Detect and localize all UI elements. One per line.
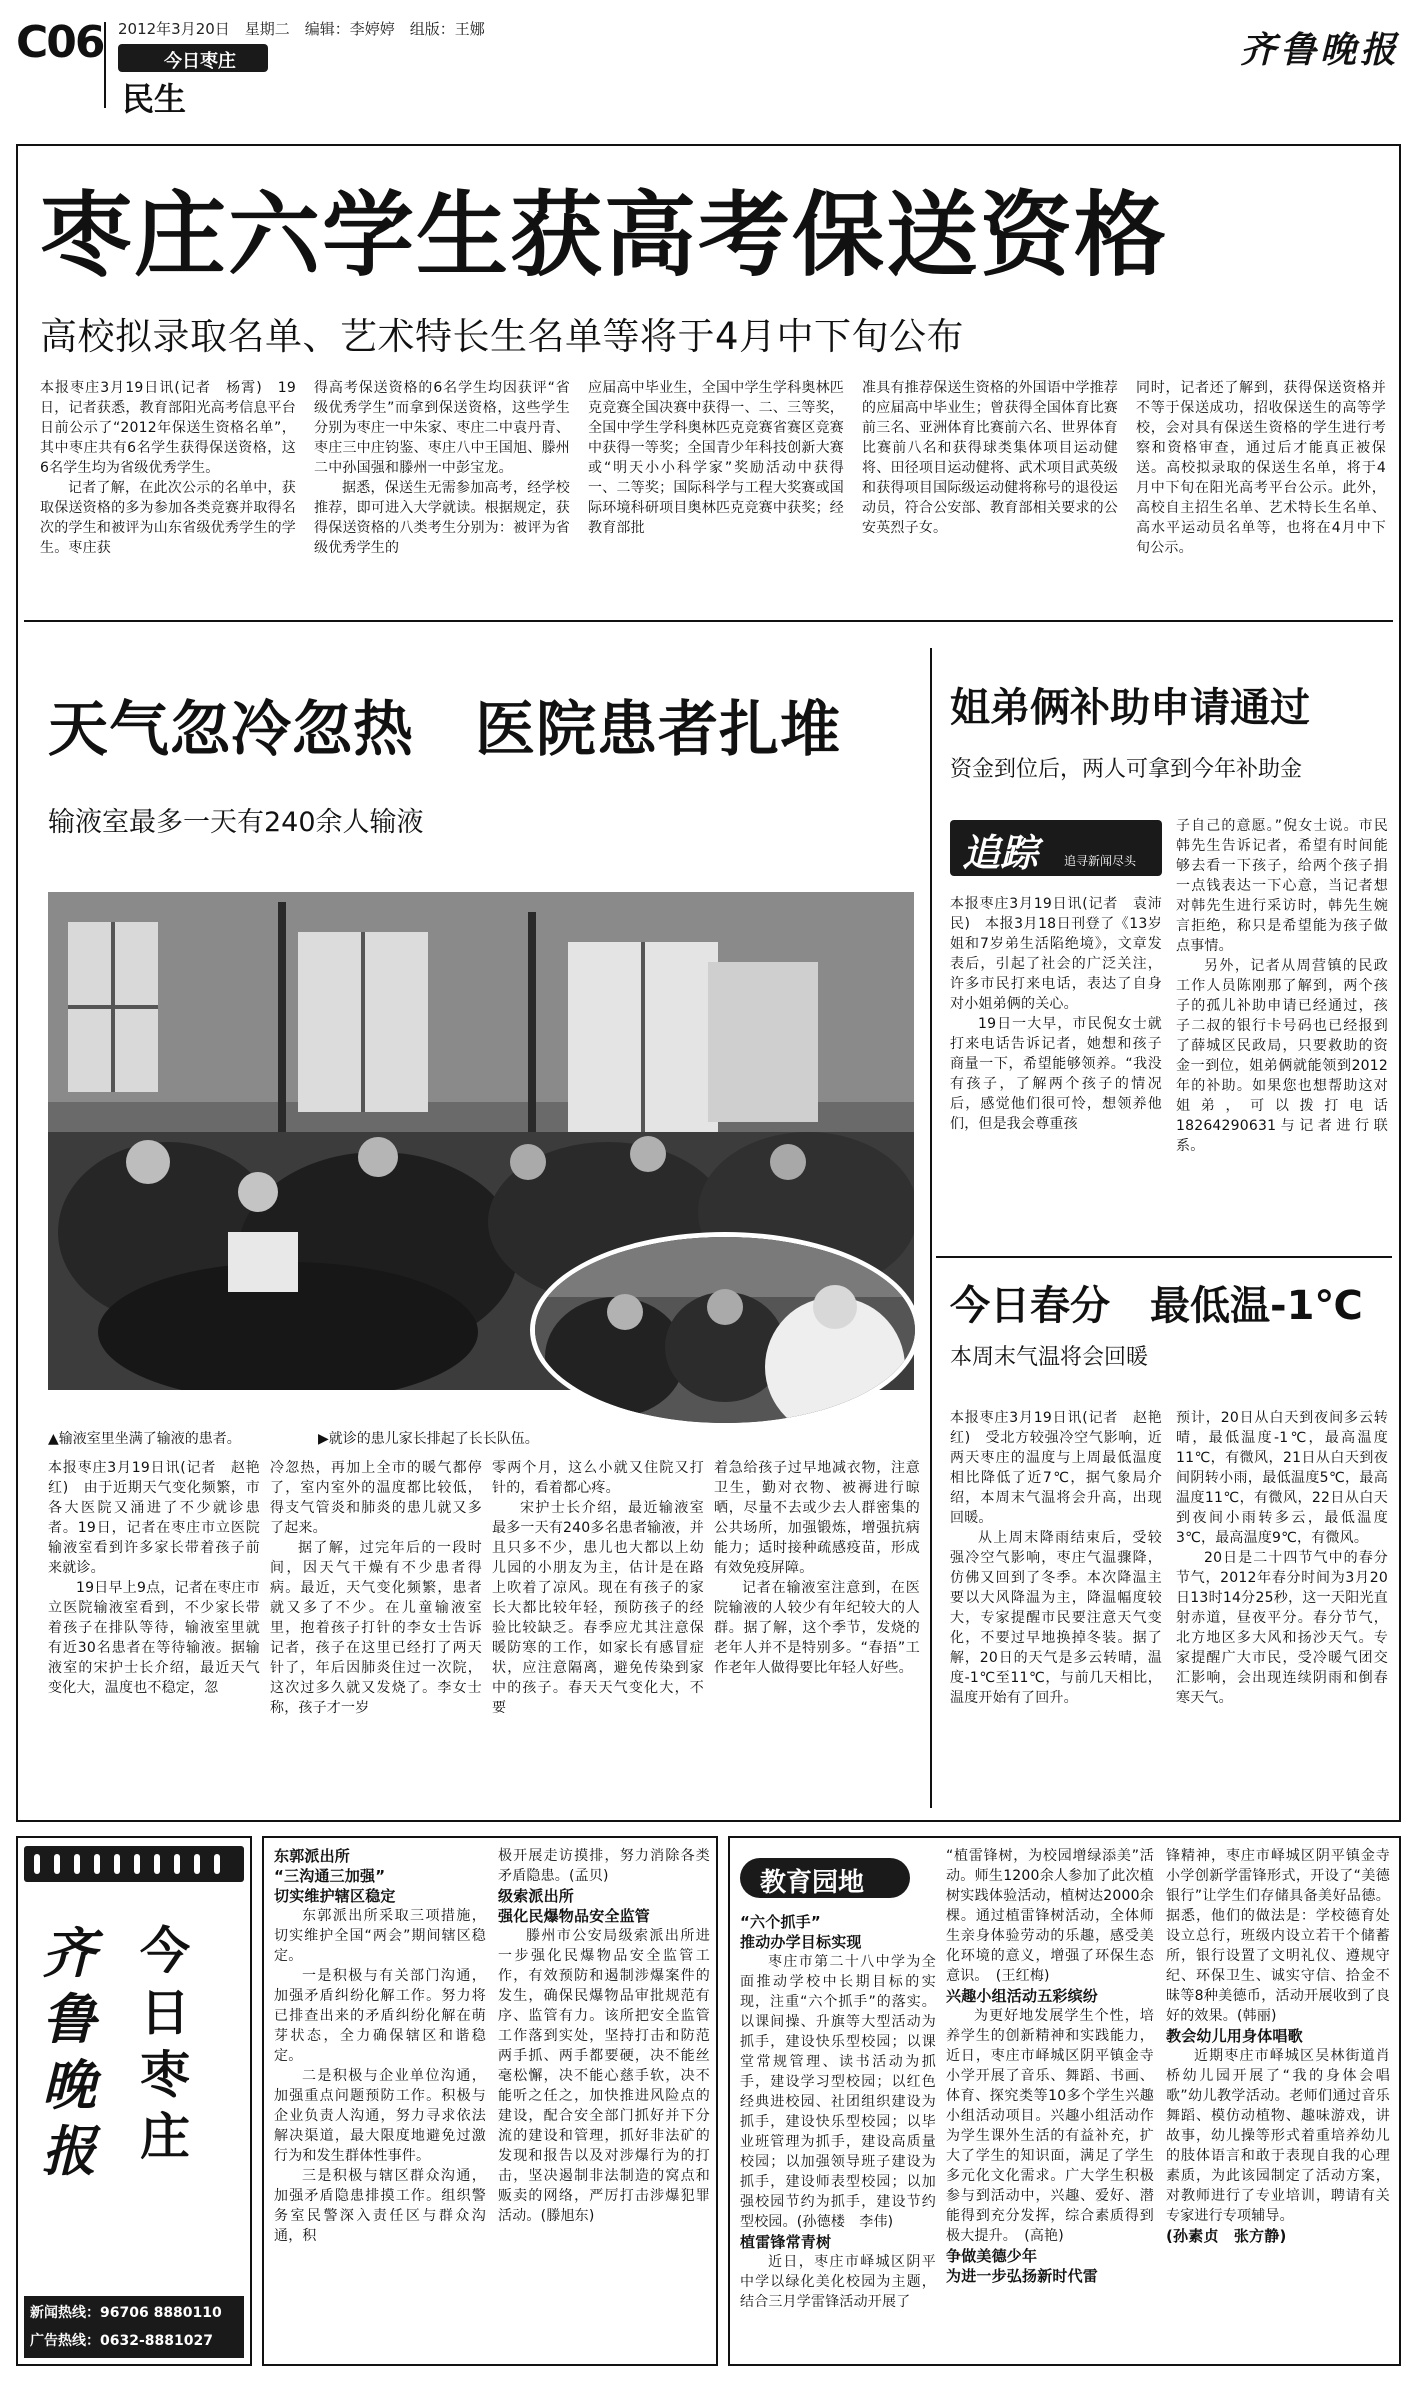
paragraph: 为进一步弘扬新时代雷 (946, 2267, 1099, 2285)
brand-logo: 齐鲁晚报 (1240, 29, 1401, 71)
paragraph: 零两个月，这么小就又住院又打针的，看着都心疼。 (492, 1460, 704, 1496)
spring-divider (936, 1256, 1392, 1258)
article-text (498, 1846, 710, 2226)
spring-title: 今日春分 最低温-1℃ (950, 1283, 1363, 1329)
lead-subtitle: 高校拟录取名单、艺术特长生名单等将于4月中下旬公布 (40, 315, 965, 358)
hospital-col-1 (48, 1458, 260, 1798)
paragraph: 兴趣小组活动五彩缤纷 (946, 1987, 1099, 2005)
paragraph: 据了解，过完年后的一段时间，因天气干燥有不少患者得病。最近，天气变化频繁，患者就又多了不少。在儿童输液室里，抱着孩子打针的李女士告诉记者，孩子在这里已经打了两天针了，年后因肺炎住过一次院，这次过多久就又发烧了。李女士称，孩子才一岁 (270, 1540, 482, 1716)
lead-col-3 (588, 378, 844, 596)
paragraph: (孙素贞 张方静) (1166, 2227, 1287, 2245)
article-text (1176, 816, 1388, 1156)
paragraph: 得高考保送资格的6名学生均因获评“省级优秀学生”而拿到保送资格，这些学生分别为枣庄一中朱家、枣庄二中袁丹青、枣庄三中庄钧鉴、枣庄八中王国旭、滕州二中孙国强和滕州一中彭宝龙。 (314, 380, 570, 476)
photo-caption-inset: ▶就诊的患儿家长排起了长长队伍。 (318, 1431, 539, 1447)
paragraph: 本报枣庄3月19日讯(记者 赵艳红) 受北方较强冷空气影响，近两天枣庄的温度与上周最低温度相比降低了近7℃，据气象局介绍，本周末气温将会升高，出现回暖。 (950, 1410, 1162, 1526)
photo-caption-main: ▲输液室里坐满了输液的患者。 (48, 1431, 241, 1447)
paragraph: 东郭派出所采取三项措施，切实维护全国“两会”期间辖区稳定。 (274, 1908, 486, 1964)
article-text (946, 1846, 1154, 2286)
paragraph: 滕州市公安局级索派出所进一步强化民爆物品安全监管工作，有效预防和遏制涉爆案件的发生，确保民爆物品审批规范有序、监管有力。该所把安全监管工作落到实处，坚持打击和防范两手抓、两手都要硬，决不能丝毫松懈，决不能心慈手软，决不能听之任之，加快推进风险点的建设，配合安全部门抓好并下分流的建设和管理，抓好非法矿的发现和报告以及对涉爆行为的打击，坚决遏制非法制造的窝点和贩卖的网络，严厉打击涉爆犯罪活动。(滕旭东) (498, 1928, 710, 2224)
paragraph: 据悉，保送生无需参加高考，经学校推荐，即可进入大学就读。根据规定，获得保送资格的八类考生分别为：被评为省级优秀学生的 (314, 480, 570, 556)
paragraph: 三是积极与辖区群众沟通，加强矛盾隐患排摸工作。组织警务室民警深入责任区与群众沟通，积 (274, 2168, 486, 2244)
header-divider (104, 22, 106, 108)
hospital-subtitle: 输液室最多一天有240余人输液 (48, 807, 424, 838)
lead-col-5 (1136, 378, 1386, 596)
hospital-title: 天气忽冷忽热 医院患者扎堆 (48, 695, 841, 765)
article-text (1166, 1846, 1390, 2246)
paragraph: 推动办学目标实现 (740, 1933, 862, 1951)
paragraph: “植雷锋树，为校园增绿添美”活动。师生1200余人参加了此次植树实践体验活动，植树达2000余棵。通过植雷锋树活动，全体师生亲身体验劳动的乐趣，感受美化环境的意义，增强了环保生态意识。 (王红梅) (946, 1848, 1154, 1984)
article-text (492, 1458, 704, 1718)
paragraph: 本报枣庄3月19日讯(记者 赵艳红) 由于近期天气变化频繁，市各大医院又涌进了不少就诊患者。19日，记者在枣庄市立医院输液室看到许多家长带着孩子前来就诊。 (48, 1460, 260, 1576)
article-text (714, 1458, 920, 1678)
paragraph: 从上周末降雨结束后，受较强冷空气影响，枣庄气温骤降，仿佛又回到了冬季。本次降温主要以大风降温为主，降温幅度较大，专家提醒市民要注意天气变化，不要过早地换掉冬装。据了解，20日的天气是多云转晴，温度-1℃至11℃，与前几天相比，温度开始有了回升。 (950, 1530, 1162, 1706)
police-col-1 (274, 1846, 486, 2356)
clinic-queue-illustration (535, 1237, 915, 1423)
police-col-2 (498, 1846, 710, 2356)
followup-logo-sub: 追寻新闻尽头 (1064, 854, 1137, 868)
article-text (588, 378, 844, 538)
paragraph: 为更好地发展学生个性，培养学生的创新精神和实践能力，近日，枣庄市峄城区阴平镇金寺小学开展了音乐、舞蹈、书画、体育、探究类等10多个学生兴趣小组活动项目。兴趣小组活动作为学生课外生活的有益补充，扩大了学生的知识面，满足了学生多元化文化需求。广大学生积极参与到活动中，兴趣、爱好、潜能得到充分发挥，综合素质得到极大提升。 (高艳) (946, 2008, 1154, 2244)
paragraph: 冷忽热，再加上全市的暖气都停了，室内室外的温度都比较低，得支气管炎和肺炎的患儿就又多了起来。 (270, 1460, 482, 1536)
paragraph: 一是积极与有关部门沟通，加强矛盾纠纷化解工作。努力将已排查出来的矛盾纠纷化解在萌芽状态，全力确保辖区和谐稳定。 (274, 1968, 486, 2064)
sidebar-edition: 今日枣庄 (140, 1922, 190, 2166)
paragraph: “六个抓手” (740, 1913, 821, 1931)
paragraph: 争做美德少年 (946, 2247, 1038, 2265)
film-strip-icon (24, 1846, 244, 1882)
paragraph: 近期枣庄市峄城区吴林街道肖桥幼儿园开展了“我的身体会唱歌”幼儿教学活动。老师们通过音乐舞蹈、模仿动植物、趣味游戏，讲故事，幼儿操等形式着重培养幼儿的肢体语言和敢于表现自我的心理素质，为此该园制定了活动方案，对教师进行了专业培训，聘请有关专家进行专项辅导。 (1166, 2048, 1390, 2224)
paragraph: 二是积极与企业单位沟通，加强重点问题预防工作。积极与企业负责人沟通，努力寻求依法解决渠道，最大限度地避免过激行为和发生群体性事件。 (274, 2068, 486, 2164)
article-text (270, 1458, 482, 1718)
paragraph: 19日早上9点，记者在枣庄市立医院输液室看到，不少家长带着孩子在排队等待，输液室里就有近30名患者在等待输液。据输液室的宋护士长介绍，最近天气变化大，温度也不稳定，忽 (48, 1580, 260, 1696)
sidebar-hotline: 新闻热线：96706 8880110 (30, 2305, 222, 2321)
page-number: C06 (16, 17, 104, 68)
siblings-col-1 (950, 894, 1162, 1254)
paragraph: 教会幼儿用身体唱歌 (1166, 2027, 1303, 2045)
paragraph: 20日是二十四节气中的春分节气，2012年春分时间为3月20日13时14分25秒，这一天阳光直射赤道，昼夜平分。春分节气，北方地区多大风和扬沙天气。专家提醒广大市民，受冷暖气团交汇影响，会出现连续阴雨和倒春寒天气。 (1176, 1550, 1388, 1706)
paragraph: 级索派出所 (498, 1887, 575, 1905)
film-strip (24, 1846, 244, 1882)
education-col-1 (740, 1912, 936, 2358)
lead-divider (24, 620, 1393, 622)
paragraph: 宋护士长介绍，最近输液室最多一天有240多名患者输液，并且只多不少，患儿也大都以上幼儿园的小朋友为主，估计是在路上吹着了凉风。现在有孩子的家长大都比较年轻，预防孩子的经验比较缺乏。春季应尤其注意保暖防寒的工作，如家长有感冒症状，应注意隔离，避免传染到家中的孩子。春天天气变化大，不要 (492, 1500, 704, 1716)
spring-col-2 (1176, 1408, 1388, 1808)
paragraph: 记者在输液室注意到，在医院输液的人较少有年纪较大的人群。据了解，这个季节，发烧的老年人并不是特别多。“春捂”工作老年人做得要比年轻人好些。 (714, 1580, 920, 1676)
article-text (48, 1458, 260, 1698)
section-name: 民生 (122, 80, 187, 118)
siblings-subtitle: 资金到位后，两人可拿到今年补助金 (950, 757, 1303, 782)
lead-col-1 (40, 378, 296, 596)
paragraph: 近日，枣庄市峄城区阴平中学以绿化美化校园为主题，结合三月学雷锋活动开展了 (740, 2254, 936, 2310)
paragraph: 枣庄市第二十八中学为全面推动学校中长期目标的实现，注重“六个抓手”的落实。以课间操、升旗等大型活动为抓手，建设快乐型校园；以课堂常规管理、读书活动为抓手，建设学习型校园；以红色经典进校园、社团组织建设为抓手，建设快乐型校园；以毕业班管理为抓手，建设高质量校园；以加强领导班子建设为抓手，建设师表型校园；以加强校园节约为抓手，建设节约型校园。(孙德楼 李伟) (740, 1954, 936, 2230)
paragraph: 准具有推荐保送生资格的外国语中学推荐的应届高中毕业生；曾获得全国体育比赛前三名、亚洲体育比赛前六名、世界体育比赛前八名和获得球类集体项目运动健将、田径项目运动健将、武术项目武英级和获得项目国际级运动健将称号的退役运动员，符合公安部、教育部相关要求的公安英烈子女。 (862, 380, 1118, 536)
paragraph: 19日一大早，市民倪女士就打来电话告诉记者，她想和孩子商量一下，希望能够领养。“我没有孩子，了解两个孩子的情况后，感觉他们很可怜，想领养他们，但是我会尊重孩 (950, 1016, 1162, 1132)
right-column-divider (930, 648, 932, 1808)
hospital-col-4 (714, 1458, 920, 1798)
article-text (740, 1912, 936, 2312)
paragraph: 锋精神，枣庄市峄城区阴平镇金寺小学创新学雷锋形式，开设了“美德银行”让学生们存储具备美好品德。据悉，他们的做法是：学校德育处设立总行，班级内设立若干个储蓄所，银行设置了文明礼仪、遵规守纪、环保卫生、诚实守信、拾金不昧等8种美德币，活动开展收到了良好的效果。(韩丽) (1166, 1848, 1390, 2024)
paragraph: 应届高中毕业生，全国中学生学科奥林匹克竞赛全国决赛中获得一、二、三等奖，全国中学生学科奥林匹克竞赛省赛区竞赛中获得一等奖；全国青少年科技创新大赛或“明天小小科学家”奖励活动中获得一、二等奖；国际科学与工程大奖赛或国际环境科研项目奥林匹克竞赛中获奖；经教育部批 (588, 380, 844, 536)
siblings-col-2 (1176, 816, 1388, 1256)
education-title: 教育园地 (760, 1868, 865, 1898)
article-text (1176, 1408, 1388, 1708)
spring-col-1 (950, 1408, 1162, 1808)
paragraph: 着急给孩子过早地减衣物，注意卫生，勤对衣物、被褥进行晾晒，尽量不去或少去人群密集的公共场所，加强锻炼，增强抗病能力；适时接种疏感疫苗，形成有效免疫屏障。 (714, 1460, 920, 1576)
article-text (950, 1408, 1162, 1708)
paragraph: 强化民爆物品安全监管 (498, 1907, 651, 1925)
education-col-2 (946, 1846, 1154, 2358)
article-text (40, 378, 296, 558)
article-text (1136, 378, 1386, 558)
paragraph: 切实维护辖区稳定 (274, 1887, 396, 1905)
article-text (862, 378, 1118, 538)
paragraph: 东郭派出所 (274, 1847, 351, 1865)
section-tag-label: 今日枣庄 (164, 51, 236, 72)
education-col-3 (1166, 1846, 1390, 2358)
paragraph: “三沟通三加强” (274, 1867, 386, 1885)
paragraph: 极开展走访摸排，努力消除各类矛盾隐患。(孟贝) (498, 1848, 710, 1884)
hospital-col-2 (270, 1458, 482, 1798)
lead-title: 枣庄六学生获高考保送资格 (40, 182, 1169, 289)
article-text (274, 1846, 486, 2246)
paragraph: 同时，记者还了解到，获得保送资格并不等于保送成功，招收保送生的高等学校，会对具有保送生资格的学生进行考察和资格审查，通过后才能真正被保送。高校拟录取的保送生名单，将于4月中下旬在阳光高考平台公示。此外，高校自主招生名单、艺术特长生名单、高水平运动员名单等，也将在4月中下旬公示。 (1136, 380, 1386, 556)
paragraph: 记者了解，在此次公示的名单中，获取保送资格的多为参加各类竞赛并取得名次的学生和被评为山东省级优秀学生的学生。枣庄获 (40, 480, 296, 556)
article-text (314, 378, 570, 558)
spring-subtitle: 本周末气温将会回暖 (950, 1345, 1149, 1370)
hospital-col-3 (492, 1458, 704, 1798)
sidebar-adline: 广告热线：0632-8881027 (30, 2333, 213, 2349)
clinic-queue-inset-photo (530, 1232, 920, 1428)
paragraph: 预计，20日从白天到夜间多云转晴，最低温度-1℃，最高温度11℃，有微风，21日从白天到夜间阴转小雨，最低温度5℃，最高温度11℃，有微风，22日从白天到夜间小雨转多云，最低温度3℃，最高温度9℃，有微风。 (1176, 1410, 1388, 1546)
lead-col-4 (862, 378, 1118, 596)
followup-logo-text: 追踪 (962, 830, 1039, 875)
paragraph: 本报枣庄3月19日讯(记者 袁沛民) 本报3月18日刊登了《13岁姐和7岁弟生活陷绝境》，文章发表后，引起了社会的广泛关注，许多市民打来电话，表达了自身对小姐弟俩的关心。 (950, 896, 1162, 1012)
article-text (950, 894, 1162, 1134)
paragraph: 另外，记者从周营镇的民政工作人员陈刚那了解到，两个孩子的孤儿补助申请已经通过，孩子二叔的银行卡号码也已经报到了薛城区民政局，只要救助的资金一到位，姐弟俩就能领到2012年的补助。如果您也想帮助这对姐弟，可以拨打电话18264290631与记者进行联系。 (1176, 958, 1388, 1154)
paragraph: 本报枣庄3月19日讯(记者 杨霄) 19日，记者获悉，教育部阳光高考信息平台日前公示了“2012年保送生资格名单”，其中枣庄共有6名学生获得保送资格，这6名学生均为省级优秀学生。 (40, 380, 296, 476)
sidebar-brand: 齐鲁晚报 (42, 1921, 96, 2183)
lead-col-2 (314, 378, 570, 596)
siblings-title: 姐弟俩补助申请通过 (950, 685, 1310, 731)
paragraph: 植雷锋常青树 (740, 2233, 832, 2251)
header-meta: 2012年3月20日 星期二 编辑：李婷婷 组版：王娜 (118, 20, 485, 38)
paragraph: 子自己的意愿。”倪女士说。市民韩先生告诉记者，希望有时间能够去看一下孩子，给两个孩子捐一点钱表达一下心意，当记者想对韩先生进行采访时，韩先生婉言拒绝，称只是希望能为孩子做点事情。 (1176, 818, 1388, 954)
